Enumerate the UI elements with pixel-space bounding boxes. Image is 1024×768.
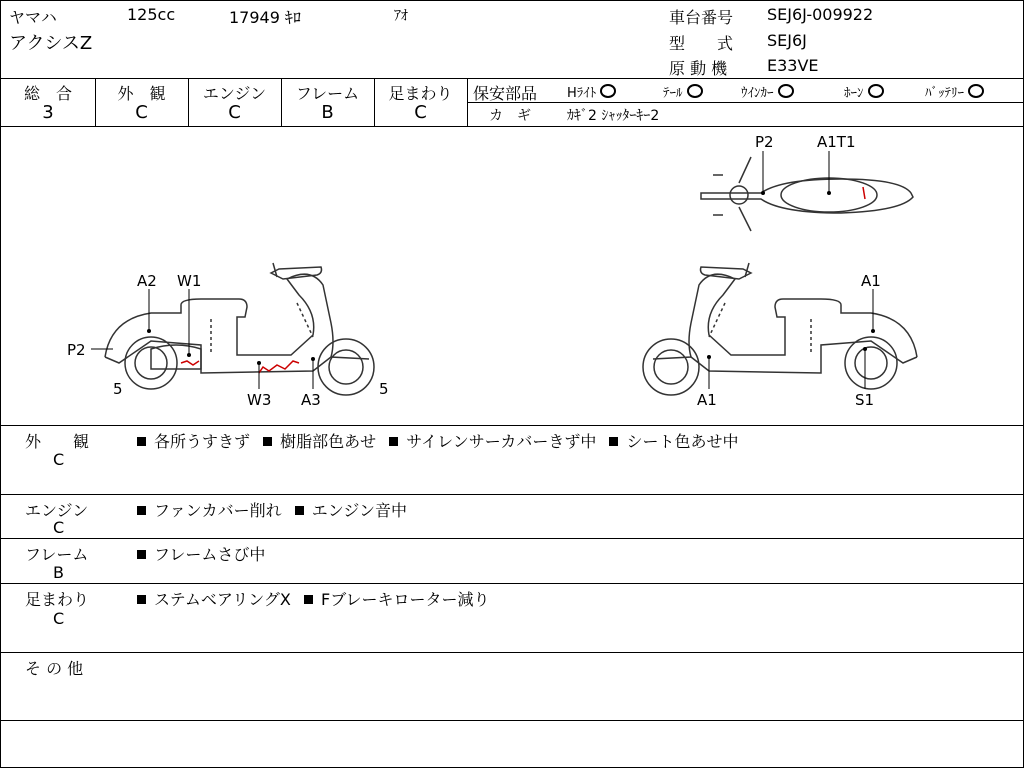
safety-horn: ﾎｰﾝ: [844, 82, 884, 101]
scooter-diagram: [1, 127, 1023, 425]
score-header-total: 総 合: [23, 84, 72, 103]
label-5-left: 5: [113, 380, 123, 398]
score-header-engine: エンジン: [202, 84, 267, 103]
section-frame-label: フレーム: [25, 545, 89, 564]
label-w1: W1: [177, 272, 202, 290]
bullet-icon: [137, 595, 146, 604]
engine-label: 原 動 機: [669, 59, 728, 78]
safety-taillight: ﾃｰﾙ: [663, 82, 703, 101]
body-color: ｱｵ: [394, 8, 408, 24]
ok-circle-icon: [600, 84, 616, 98]
section-suspension-grade: C: [53, 609, 65, 628]
bullet-icon: [137, 437, 146, 446]
label-5-right: 5: [379, 380, 389, 398]
score-total: 3: [42, 102, 54, 123]
label-a1t1: A1T1: [817, 133, 856, 151]
section-engine-notes: ファンカバー削れ エンジン音中: [137, 498, 415, 521]
frame-no: SEJ6J-009922: [767, 5, 874, 24]
label-a3: A3: [301, 391, 321, 409]
maker: ヤマハ: [9, 8, 57, 27]
score-frame: B: [321, 102, 334, 123]
safety-battery: ﾊﾞｯﾃﾘｰ: [925, 82, 984, 101]
section-suspension-notes: ステムベアリングX Fブレーキローター減り: [137, 587, 498, 610]
bullet-icon: [295, 506, 304, 515]
section-frame-grade: B: [53, 563, 64, 582]
safety-label: 保安部品: [473, 84, 538, 103]
bullet-icon: [263, 437, 272, 446]
label-w3: W3: [247, 391, 272, 409]
ok-circle-icon: [968, 84, 984, 98]
divider: [1, 78, 1023, 79]
bullet-icon: [609, 437, 618, 446]
mileage: 17949 ｷﾛ: [229, 8, 301, 27]
section-exterior-notes: 各所うすきず 樹脂部色あせ サイレンサーカバーきず中 シート色あせ中: [137, 429, 747, 452]
section-engine-label: エンジン: [25, 501, 89, 520]
score-header-suspension: 足まわり: [388, 84, 453, 103]
score-header-exterior: 外 観: [117, 84, 166, 103]
ok-circle-icon: [687, 84, 703, 98]
frame-no-label: 車台番号: [669, 8, 734, 27]
key-label: カ ギ: [489, 108, 531, 124]
type-value: SEJ6J: [767, 31, 807, 50]
safety-headlight: Hﾗｲﾄ: [567, 82, 616, 101]
label-p2: P2: [67, 341, 86, 359]
score-exterior: C: [135, 102, 148, 123]
score-suspension: C: [414, 102, 427, 123]
bullet-icon: [137, 506, 146, 515]
section-suspension-label: 足まわり: [25, 590, 90, 609]
engine-value: E33VE: [767, 56, 819, 75]
section-exterior-grade: C: [53, 450, 65, 469]
score-engine: C: [228, 102, 241, 123]
displacement: 125cc: [127, 5, 176, 24]
section-engine-grade: C: [53, 518, 65, 537]
key-value: ｶｷﾞ2 ｼｬｯﾀｰｷｰ2: [567, 108, 660, 124]
ok-circle-icon: [868, 84, 884, 98]
safety-winker: ｳｲﾝｶｰ: [741, 82, 794, 101]
type-label: 型 式: [669, 34, 734, 53]
label-p2-top: P2: [755, 133, 774, 151]
label-a2: A2: [137, 272, 157, 290]
score-header-frame: フレーム: [295, 84, 360, 103]
bullet-icon: [304, 595, 313, 604]
section-exterior-label: 外 観: [25, 432, 90, 451]
label-a1-bottom: A1: [697, 391, 717, 409]
section-other-label: そ の 他: [25, 659, 84, 678]
ok-circle-icon: [778, 84, 794, 98]
bullet-icon: [137, 550, 146, 559]
label-a1-right: A1: [861, 272, 881, 290]
label-s1: S1: [855, 391, 875, 409]
model-name: アクシスZ: [9, 33, 93, 54]
bullet-icon: [389, 437, 398, 446]
section-frame-notes: フレームさび中: [137, 542, 273, 565]
